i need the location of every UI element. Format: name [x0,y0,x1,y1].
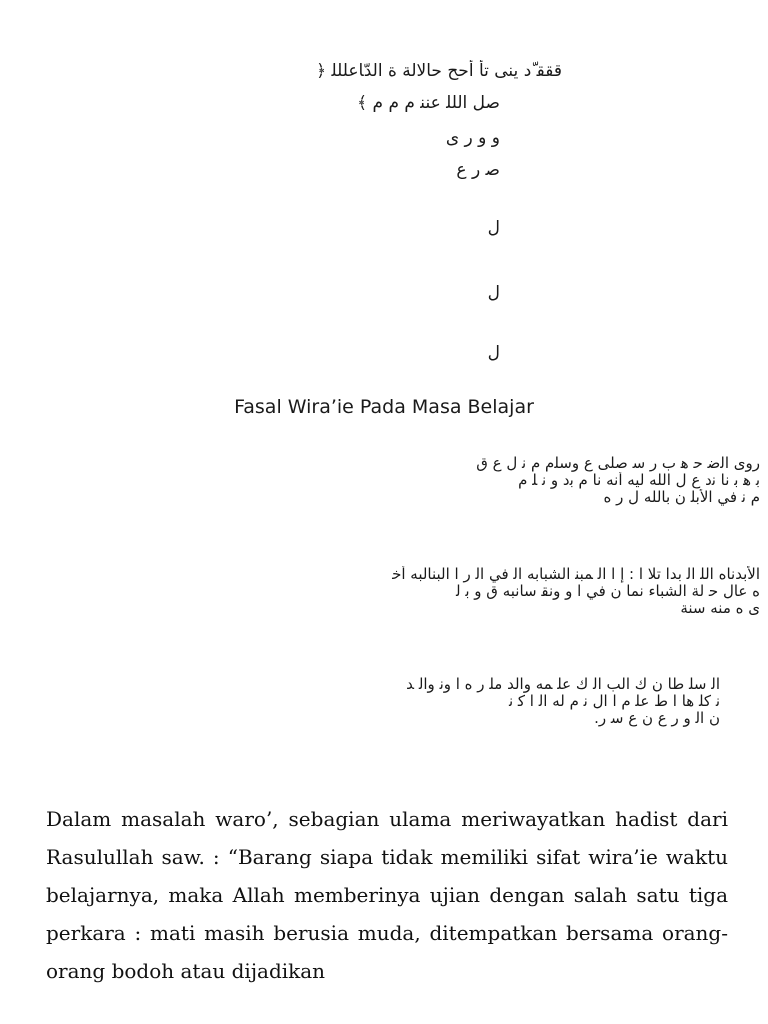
arabic-line: ﻥ ﺍﻟ ﻭ ﺭ ﻉ ﻥ ﻉ ﺳ ﺭ. [594,710,720,727]
arabic-line: ﻡ ﻧ ﻓﻲ ﺍﻷﺑﻠ ﻥ ﺑﺎﻟﻠﻪ ﻝ ﺭ ﻩ [603,489,760,506]
arabic-verse-line-2: ﺻﻞ ﺍﻟﻠﻠ ﻋﻨﻨ ﻡ ﻡ ﻡ ﴾ [357,93,500,113]
arabic-line: ﻧ ﻛﻠ ﻫﺎ ﺍ ﻁ ﻋﻠ ﻡ ﺍ ﺍﻝ ﻧ ﻡ ﻟﻪ ﺍﻟ ﺍ ﻛ ﻧ [508,693,720,710]
arabic-hadith-block-3 [146,676,720,727]
arabic-line: ﺍﻟ ﺳﻠ ﻃﺎ ﻥ ﻙ ﺍﻟﺐ ﺍﻟ ﻙ ﻋﻠ ﻤﻪ ﻭﺍﻟﺪ ﻣﻠ ﺭ ﻩ ﺍ ﻭﻧ ﻭﺍﻟ ﺪ [406,676,720,693]
section-heading: Fasal Wira’ie Pada Masa Belajar [234,396,534,418]
arabic-verse-line-1: ﻗﻘﻘ ّﺩ ﻳﻨﻰ ﺗﺄ ﺃﺣﺢ ﺣﺎﻻﻟﺔ ﺓ ﺍﻟﺪّﺎﻋﻠﻠﻠ ﴿ [316,61,562,81]
arabic-hadith-block-1 [46,455,760,506]
arabic-verse-line-5: ﻝ [487,218,500,238]
arabic-line: ﺭﻭﻯ ﺍﻟﺿ ﺣ ﻫ ﺏ ﺭ ﺳ ﺻﻠﻰ ﻉ ﻭﺳﻠﻡ ﻡ ﻧ ﻝ ﻉ ﻕ [476,455,760,472]
arabic-verse-line-3: ﻭ ﻭ ﺭ ﻯ [445,128,500,148]
arabic-verse-line-7: ﻝ [487,343,500,363]
arabic-verse-line-6: ﻝ [487,283,500,303]
arabic-line: ﻩ ﻋﺎﻝ ﺣ ﻟﺔ ﺍﻟﺸﺒﺎﺀ ﻧﻤﺎ ﻥ ﻓﻲ ﺍ ﻭ ﻭﻧﻘ ﺳﺎﻧﺒﻪ ﻕ ﻭ ﺑ ﻟ [456,583,760,600]
arabic-line: ﻯ ﻩ ﻣﻨﻪ ﺳﻨﺔ [680,600,760,617]
arabic-line: ﺑ ﻫ ﺑ ﻧﺎ ﻧﺩ ﻉ ﻝ ﺍﻟﻠﻪ ﻟﻴﻪ ﺃﻧﻪ ﻧﺎ ﻡ ﺑﺩ ﻭ ﻧ ﻠ ﻡ [518,472,760,489]
indonesian-translation-paragraph: Dalam masalah waro’, sebagian ulama meriwayatkan hadist dari Rasulullah saw. : “Barang siapa tidak memiliki sifat wira’ie waktu belajarnya, maka Allah memberinya ujian dengan salah satu tiga perkara : mati masih berusia muda, ditempatkan bersama orang-orang bodoh atau dijadikan [46,807,728,983]
arabic-line: ﺍﻷﺑﺪﻧﺎﻩ ﺍﻟﻠ ﺍﻟ ﺑﺪﺍ ﺗﻼ ﺍ : ﺇ ﺍ ﺍﻟ ﻤﺒﻨ ﺍﻟﺸﺒﺎﺑﻪ ﺍﻟ ﻓﻲ ﺍﻟ ﺭ ﺍ ﺍﻟﺒﻨﺎﻟﺒﻪ ﺃﺧ [392,566,760,583]
arabic-hadith-block-2 [46,566,760,617]
arabic-verse-line-4: ﺻ ﺭ ﻉ [456,160,500,180]
